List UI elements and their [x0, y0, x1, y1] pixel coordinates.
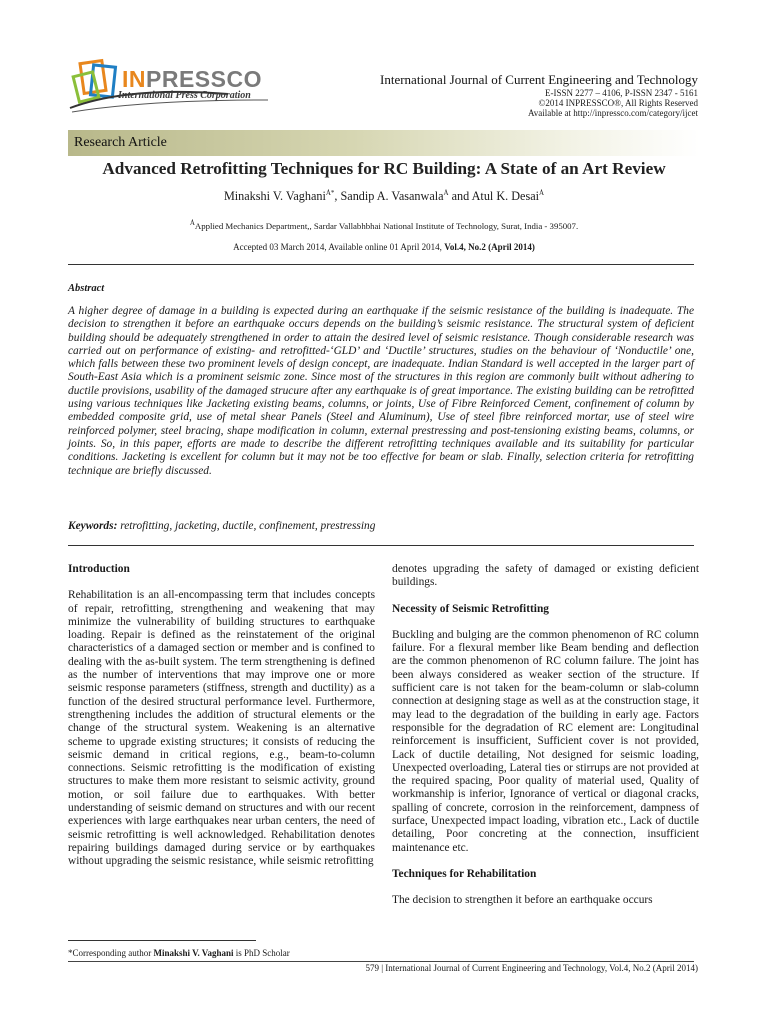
footnote-divider [68, 940, 256, 941]
logo-wordmark: INPRESSCO [122, 66, 262, 92]
affiliation-text: Applied Mechanics Department,, Sardar Vallabhbhai National Institute of Technology, Surat, India - 395007. [194, 220, 579, 231]
right-column [392, 563, 699, 908]
available-link[interactable]: Available at http://inpressco.com/category/ijcet [527, 108, 698, 118]
abstract-heading: Abstract [68, 283, 105, 294]
keywords [68, 520, 694, 532]
issn: E-ISSN 2277 – 4106, P-ISSN 2347 - 5161 [544, 88, 698, 98]
journal-name: International Journal of Current Engineering and Technology [380, 72, 698, 87]
intro-body: Rehabilitation is an all-encompassing term that includes concepts of repair, retrofitting, strengthening and weakening that may minimize the vulnerability of building structures to earthquake loading. Repair is defined as the reinstatement of the original characteristics of a damaged section or member and is confined to dealing with the as-built system. The term strengthening is defined as the number of interventions that may improve one or more seismic response parameters (stiffness, strength and ductility) as a function of the desired structural performance level. Furthermore, strengthening includes the addition of structural elements or the change of the structural system. Weakening is an alternative scheme to upgrade existing structures; it consists of reducing the seismic demand in critical regions, e.g., beam-to-column connections. Seismic retrofitting is the modification of existing structures to make them more resistant to seismic activity, ground motion, or soil failure due to earthquakes. With better understanding of seismic demand on structures and with our recent experiences with large earthquakes near urban centers, the need of seismic retrofitting is well acknowledged. Rehabilitation denotes repairing buildings damaged during service or by earthquakes without upgrading the seismic resistance, while seismic retrofitting [68, 589, 375, 868]
abstract-body: A higher degree of damage in a building is expected during an earthquake if the seismic resistance of the building is inadequate. The decision to strengthen it before an earthquake occurs depends on the building’s seismic resistance. The structural system of deficient building should be adequately strengthened in order to attain the desired level of seismic resistance. Though considerable research was carried out on performance of existing- and retrofitted-‘GLD’ and ‘Ductile’ structures, studies on the behaviour of ‘Nonductile’ one, which falls between these two prominent levels of design concept, are inadequate. Indian Standard is well accepted in the larger part of South-East Asia which is a prominent seismic zone. Since most of the structures in this region are commonly built without adhering to ductile provisions, usability of the damaged strucure after any earthquake is of great importance. The existing building can be retrofitted using various techniques like Jacketing existing beams, columns, or joints, Use of Fibre Reinforced Cement, confinement of column by embedded composite grid, use of metal shear Panels (Steel and Aluminum), Use of steel fibre reinforced mortar, use of steel wire reinforced polymer, steel bracing, shape modification in column, external prestressing and post-tensioning existing beams, columns, or joints. So, in this paper, efforts are made to describe the different retrofitting techniques available and its suitability for particular conditions. Jacketing is excellent for column but it may not be too effective for beam or slab. Finally, selection criteria for retrofitting technique are briefly discussed. [68, 305, 694, 477]
techniques-body: The decision to strengthen it before an earthquake occurs [392, 894, 653, 907]
author-3-sup: Ȧ [538, 189, 545, 197]
footnote-prefix: *Corresponding author [68, 948, 154, 958]
author-2: Sandip A. Vasanwala [340, 189, 444, 204]
author-sep: and [448, 189, 472, 204]
keywords-text: retrofitting, jacketing, ductile, confinement, prestressing [117, 520, 376, 532]
footnote-suffix: is PhD Scholar [233, 948, 290, 958]
header-divider [68, 264, 694, 265]
volume-info: Vol.4, No.2 (April 2014) [444, 242, 535, 252]
publication-dates [68, 242, 700, 252]
dates-text: Accepted 03 March 2014, Available online 01 April 2014, [233, 242, 445, 252]
author-1: Minakshi V. Vaghani [223, 189, 326, 204]
footer-divider [68, 961, 694, 962]
author-1-sup: Ȧ* [325, 189, 335, 197]
necessity-body: Buckling and bulging are the common phenomenon of RC column failure. For a flexural member like Beam bending and deflection are the common phenomenon of RC column failure. The joint has been always considered as weaker section of the structure. If sufficient care is not taken for the beam-column or slab-column connection at designing stage as well as at the construction stage, it may lead to the degradation of the building in early age. Factors responsible for the degradation of RC element are: Longitudinal reinforcement is insufficient, Sufficient cover is not provided, Lack of ductile detailing, Not designed for seismic loading, Unexpected overloading, Lateral ties or stirrups are not provided at the required spacing, Poor quality of material used, Quality of workmanship is inferior, Ignorance of vertical or diagonal cracks, spalling of concrete, corrosion in the reinforcement, dampness of surface, Unexpected impact loading, vibration etc., Lack of ductile detailing, Poor concreting at the connection, insufficient maintenance etc. [392, 628, 699, 854]
author-3: Atul K. Desai [471, 189, 539, 204]
authors [68, 189, 700, 204]
page-footer: 579 | International Journal of Current Engineering and Technology, Vol.4, No.2 (April 2014) [365, 963, 698, 973]
necessity-heading: Necessity of Seismic Retrofitting [392, 602, 549, 615]
article-type-band [68, 130, 700, 156]
logo-subtitle: International Press Corporation [118, 90, 251, 101]
affiliation-sup: Ȧ [189, 219, 195, 227]
paper-title: Advanced Retrofitting Techniques for RC Building: A State of an Art Review [102, 159, 666, 178]
author-2-sup: Ȧ [443, 189, 449, 197]
article-type: Research Article [74, 135, 167, 150]
continuation-text: denotes upgrading the safety of damaged or existing deficient buildings. [392, 563, 699, 589]
journal-header [380, 72, 698, 118]
techniques-heading: Techniques for Rehabilitation [392, 867, 537, 880]
affiliation [68, 219, 700, 231]
copyright: ©2014 INPRESSCO®, All Rights Reserved [538, 98, 698, 108]
author-sep: , [334, 189, 341, 204]
intro-heading: Introduction [68, 563, 130, 575]
footnote [68, 948, 290, 958]
abstract-divider [68, 545, 694, 546]
left-column [68, 563, 375, 869]
footnote-author: Minakshi V. Vaghani [153, 948, 234, 958]
keywords-label: Keywords: [68, 520, 118, 532]
